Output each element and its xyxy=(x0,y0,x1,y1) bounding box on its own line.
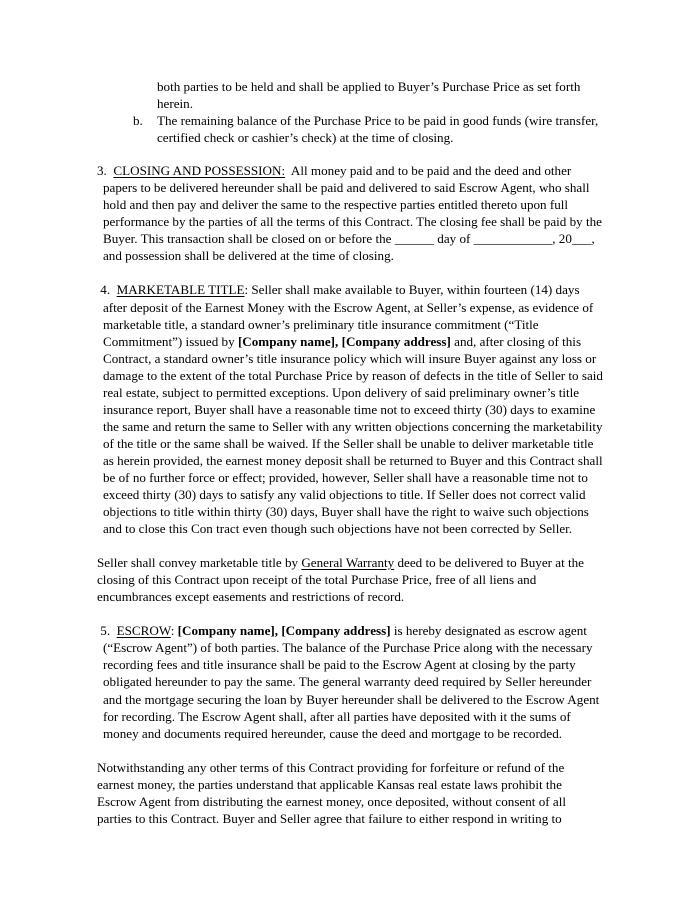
spacer xyxy=(97,537,603,554)
blank-field-month: ____________ xyxy=(473,231,553,247)
company-placeholder: [Company name], [Company address] xyxy=(237,333,451,349)
continued-list-item-text: both parties to be held and shall be applied to Buyer’s Purchase Price as set forth herein. xyxy=(157,79,581,112)
section-5-body-2: is hereby designated as escrow agent (“Escrow Agent”) of both parties. The balance of the Purchase Price along with the necessary recording fees and title insurance shall be paid to the Escrow Agent at closing by the party obligated hereunder to pay the same. The general warranty deed required by Seller hereunder and the mortgage securing the loan by Buyer hereunder shall be delivered to the Escrow Agent for recording. The Escrow Agent shall, after all parties have deposited with it the sums of money and documents required hereunder, cause the deed and mortgage to be recorded. xyxy=(103,623,600,741)
warranty-body-1: Seller shall convey marketable title by xyxy=(97,555,302,571)
section-3-paragraph xyxy=(97,162,603,264)
warranty-body-2: deed to be delivered to Buyer at the closing of this Contract upon receipt of the total Purchase Price, free of all liens and encumbrances except easements and restrictions of record. xyxy=(97,555,584,605)
section-3-heading: CLOSING AND POSSESSION: xyxy=(113,163,286,179)
section-5-paragraph xyxy=(97,622,603,741)
company-placeholder: [Company name], [Company address] xyxy=(177,623,391,639)
section-4-body-2: and, after closing of this Contract, a standard owner’s title insurance policy which will insure Buyer against any loss or damage to the extent of the total Purchase Price by reason of defects in the title of Seller to said real estate, subject to permitted exceptions. Upon delivery of said preliminary owner’s title insurance report, Buyer shall have a reasonable time not to exceed thirty (30) days to examine the same and return the same to Seller with any written objections concerning the marketability of the title or the same shall be waived. If the Seller shall be unable to deliver marketable title as herein provided, the earnest money deposit shall be returned to Buyer and this Contract shall be of no further force or effect; provided, however, Seller shall have a reasonable time not to exceed thirty (30) days to satisfy any valid objections to title. If Seller does not correct valid objections to title within thirty (30) days, Buyer shall have the right to waive such objections and to close this Con tract even though such objections have not been corrected by Seller. xyxy=(103,333,603,537)
section-3-body-2: day of xyxy=(434,231,474,247)
list-item-marker: b. xyxy=(133,113,143,129)
section-3-body-1: All money paid and to be paid and the deed and other papers to be delivered hereunder shall be paid and delivered to said Escrow Agent, who shall hold and then pay and deliver the same to the respective parties entitled thereto upon full performance by the parties of all the terms of this Contract. The closing fee shall be paid by the Buyer. This transaction shall be closed on or before the xyxy=(103,163,602,247)
text-column xyxy=(97,78,603,827)
closing-paragraph xyxy=(97,759,603,827)
list-item xyxy=(97,112,603,146)
closing-paragraph-text: Notwithstanding any other terms of this Contract providing for forfeiture or refund of the earnest money, the parties understand that applicable Kansas real estate laws prohibit the Escrow Agent from distributing the earnest money, once deposited, without consent of all parties to this Contract. Buyer and Seller agree that failure to either respond in writing to xyxy=(97,759,566,826)
list-item-text: The remaining balance of the Purchase Price to be paid in good funds (wire transfer, certified check or cashier’s check) at the time of closing. xyxy=(157,113,599,146)
deed-type: General Warranty xyxy=(301,555,395,571)
blank-field-day: ______ xyxy=(394,231,435,247)
section-4-paragraph xyxy=(97,281,603,537)
spacer xyxy=(97,264,603,281)
spacer xyxy=(97,605,603,622)
section-5-number: 5. xyxy=(100,623,111,639)
section-4-number: 4. xyxy=(100,282,111,298)
continued-list-item xyxy=(97,78,603,112)
blank-field-year: ___ xyxy=(571,231,592,247)
section-5-body-1: : xyxy=(170,623,178,639)
spacer xyxy=(97,742,603,759)
section-3-body-4: , and possession shall be delivered at the time of closing. xyxy=(103,231,595,264)
spacer xyxy=(97,146,603,162)
section-3-number: 3. xyxy=(97,163,107,179)
section-3-body-3: , 20 xyxy=(552,231,572,247)
section-4-body-1: : Seller shall make available to Buyer, within fourteen (14) days after deposit of the Earnest Money with the Escrow Agent, at Seller’s expense, as evidence of marketable title, a standard owner’s preliminary title insurance commitment (“Title Commitment”) issued by xyxy=(103,282,594,349)
warranty-paragraph xyxy=(97,554,603,605)
lettered-sublist xyxy=(97,112,603,146)
section-5-heading: ESCROW xyxy=(116,623,171,639)
section-4-heading: MARKETABLE TITLE xyxy=(116,282,245,298)
